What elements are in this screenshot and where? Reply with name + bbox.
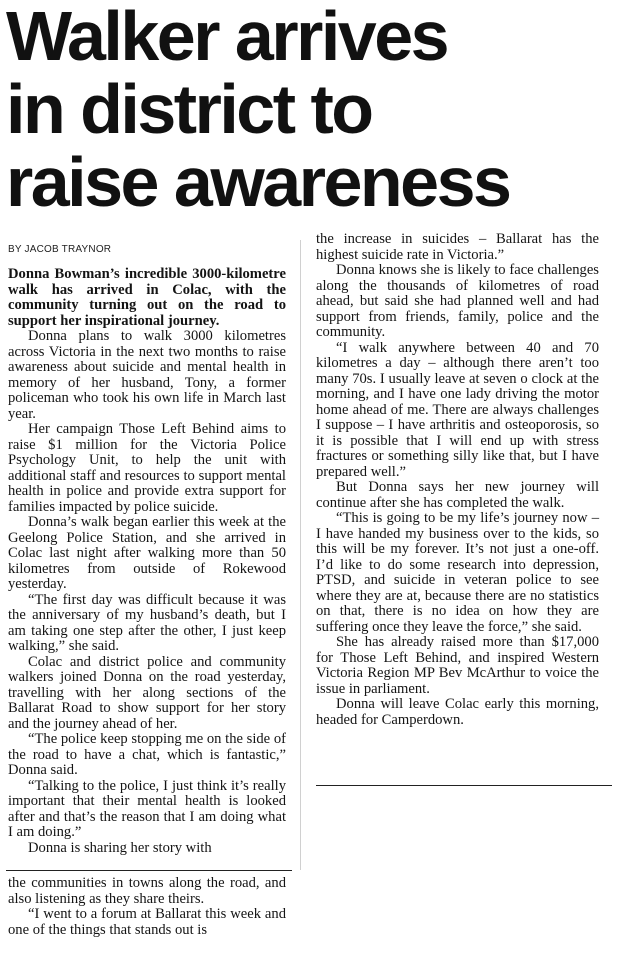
body-paragraph: Donna plans to walk 3000 kilometres across Victoria in the next two months to raise awareness about suicide and mental health in memory of her husband, Tony, a former policeman who took his own life in March last year. <box>8 328 286 422</box>
column-divider <box>300 240 301 870</box>
headline <box>6 0 618 219</box>
article-column-right <box>316 232 599 728</box>
body-paragraph: Donna knows she is likely to face challenges along the thousands of kilometres of road ahead, but said she had planned well and had support from friends, family, police and the community. <box>316 262 599 340</box>
headline-line: in district to <box>6 70 372 148</box>
body-paragraph: “I went to a forum at Ballarat this week and one of the things that stands out is <box>8 906 286 938</box>
body-paragraph: the communities in towns along the road, and also listening as they share theirs. <box>8 875 286 907</box>
byline: BY JACOB TRAYNOR <box>8 244 112 255</box>
headline-line: Walker arrives <box>6 0 448 75</box>
body-paragraph: Donna will leave Colac early this morning, headed for Camperdown. <box>316 696 599 728</box>
lead-paragraph: Donna Bowman’s incredible 3000-kilometre walk has arrived in Colac, with the community turning out on the road to support her inspirational journey. <box>8 266 286 329</box>
body-paragraph: She has already raised more than $17,000 for Those Left Behind, and inspired Western Victoria Region MP Bev McArthur to voice the issue in parliament. <box>316 634 599 697</box>
body-paragraph: “I walk anywhere between 40 and 70 kilometres a day – although there aren’t too many 70s. I usually leave at seven o clock at the morning, and I have one lady driving the motor home ahead of me. There are always challenges I suppose – I have arthritis and osteoporosis, so it is possible that I will end up with stress fractures or something silly like that, but I have prepared well.” <box>316 339 599 480</box>
headline-line: raise awareness <box>6 143 510 221</box>
body-paragraph: the increase in suicides – Ballarat has the highest suicide rate in Victoria.” <box>316 231 599 263</box>
body-paragraph: “The police keep stopping me on the side of the road to have a chat, which is fantastic,” Donna said. <box>8 731 286 778</box>
article-column-left <box>8 267 286 856</box>
body-paragraph: “This is going to be my life’s journey now – I have handed my business over to the kids, so this will be my forever. It’s not just a one-off. I’d like to do some research into depression, PTSD, and suicide in veteran police to see where they are at, because there are no statistics on that, there is no idea on how they are suffering once they leave the force,” she said. <box>316 510 599 635</box>
article-column-bottom <box>8 876 286 938</box>
body-paragraph: But Donna says her new journey will continue after she has completed the walk. <box>316 479 599 511</box>
article-end-rule <box>316 785 612 786</box>
body-paragraph: “The first day was difficult because it was the anniversary of my husband’s death, but I am taking one step after the other, I just keep walking,” she said. <box>8 591 286 654</box>
column-break-rule <box>6 870 292 871</box>
body-paragraph: Donna is sharing her story with <box>28 839 212 856</box>
body-paragraph: Her campaign Those Left Behind aims to raise $1 million for the Victoria Police Psychology Unit, to help the unit with additional staff and resources to support mental health in police and provide extra support for families impacted by police suicide. <box>8 421 286 515</box>
body-paragraph: “Talking to the police, I just think it’s really important that their mental health is looked after and that’s the reason that I am doing what I am doing.” <box>8 777 286 840</box>
body-paragraph: Colac and district police and community walkers joined Donna on the road yesterday, travelling with her along sections of the Ballarat Road to show support for her story and the journey ahead of her. <box>8 653 286 732</box>
body-paragraph: Donna’s walk began earlier this week at the Geelong Police Station, and she arrived in Colac last night after walking more than 50 kilometres from outside of Rokewood yesterday. <box>8 514 286 592</box>
